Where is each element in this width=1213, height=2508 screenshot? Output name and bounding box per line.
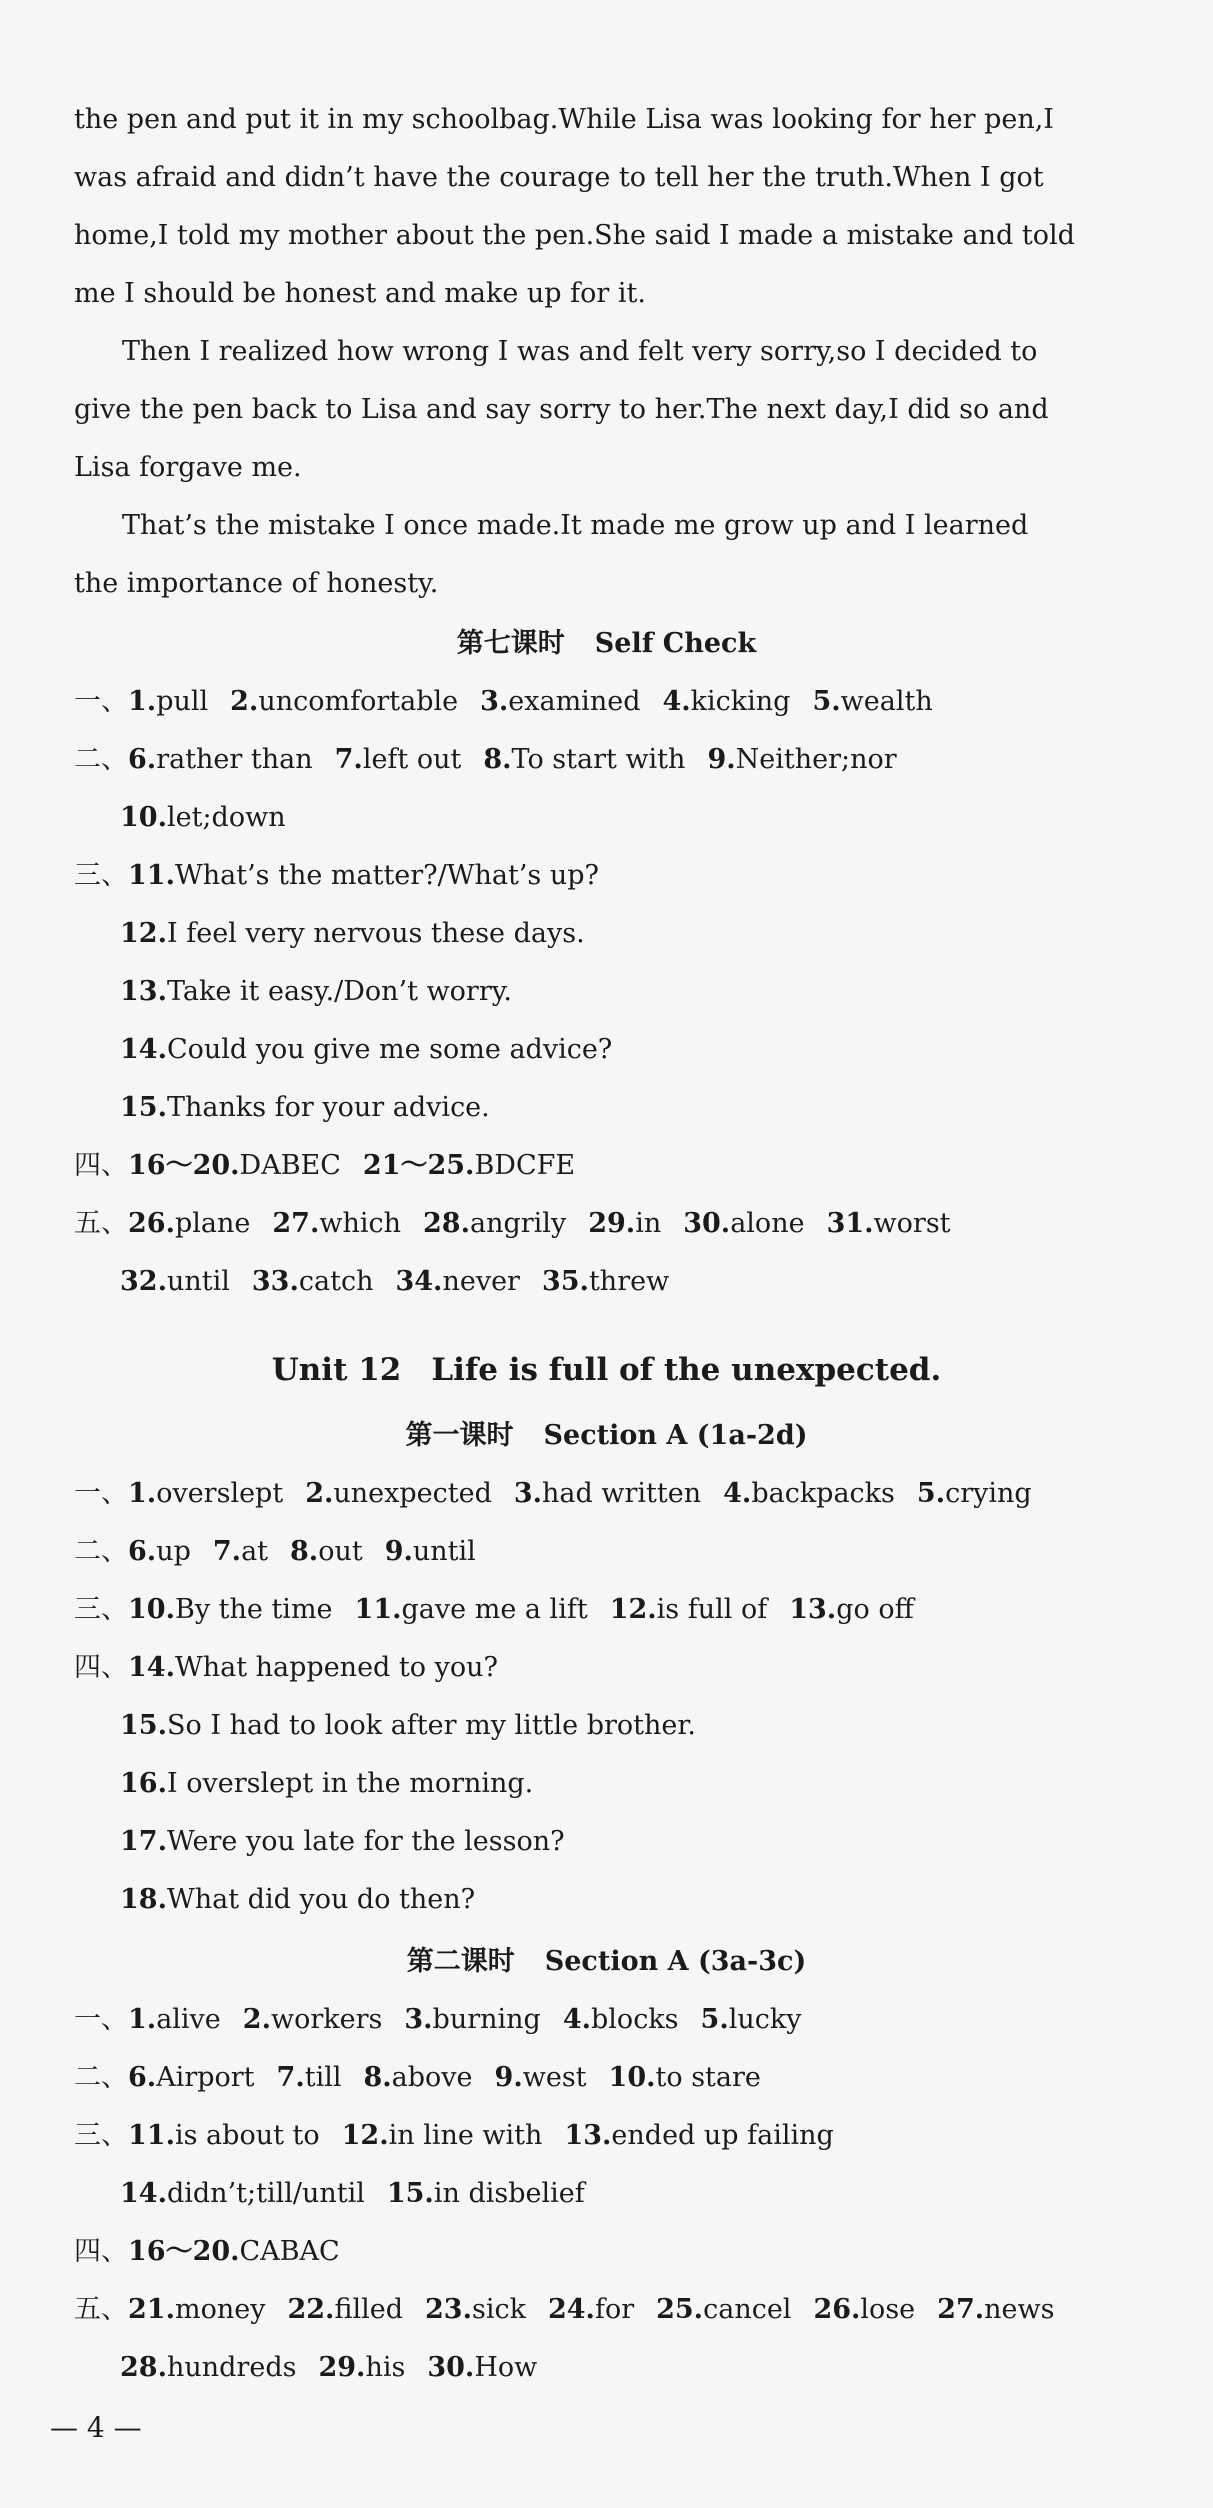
- section-heading: [0, 626, 1213, 662]
- section-heading: [0, 1944, 1213, 1980]
- answer-row: 一、1.alive 2.workers 3.burning 4.blocks 5.lucky: [74, 2004, 802, 2035]
- answer-row: 四、16～20.DABEC 21～25.BDCFE: [74, 1150, 576, 1181]
- answer-row: 18.What did you do then?: [120, 1884, 476, 1915]
- text-line: Lisa forgave me.: [74, 452, 302, 483]
- text-line: the importance of honesty.: [74, 568, 439, 599]
- answer-row: 二、6.Airport 7.till 8.above 9.west 10.to stare: [74, 2062, 761, 2093]
- page-number: — 4 —: [50, 2411, 142, 2444]
- unit-label: Unit 12: [271, 1352, 402, 1388]
- answer-row: 17.Were you late for the lesson?: [120, 1826, 565, 1857]
- answer-row: 32.until 33.catch 34.never 35.threw: [120, 1266, 670, 1297]
- answer-row: 四、14.What happened to you?: [74, 1652, 498, 1683]
- text-line: was afraid and didn’t have the courage to tell her the truth.When I got: [74, 162, 1044, 193]
- unit-heading: [0, 1352, 1213, 1388]
- answer-row: 二、6.rather than 7.left out 8.To start with 9.Neither;nor: [74, 744, 897, 775]
- section-heading: [0, 1418, 1213, 1454]
- heading-en: Section A (1a-2d): [543, 1420, 808, 1451]
- answer-row: 10.let;down: [120, 802, 286, 833]
- heading-en: Section A (3a-3c): [544, 1946, 807, 1977]
- answer-row: 四、16～20.CABAC: [74, 2236, 340, 2267]
- answer-row: 14.didn’t;till/until 15.in disbelief: [120, 2178, 585, 2209]
- answer-row: 二、6.up 7.at 8.out 9.until: [74, 1536, 476, 1567]
- answer-row: 16.I overslept in the morning.: [120, 1768, 534, 1799]
- answer-row: 12.I feel very nervous these days.: [120, 918, 585, 949]
- answer-row: 13.Take it easy./Don’t worry.: [120, 976, 512, 1007]
- answer-row: 14.Could you give me some advice?: [120, 1034, 613, 1065]
- heading-en: Self Check: [594, 628, 757, 659]
- text-line: Then I realized how wrong I was and felt very sorry,so I decided to: [122, 336, 1038, 367]
- answer-row: 三、11.What’s the matter?/What’s up?: [74, 860, 600, 891]
- answer-row: 三、11.is about to 12.in line with 13.ended up failing: [74, 2120, 834, 2151]
- answer-row: 15.So I had to look after my little brother.: [120, 1710, 696, 1741]
- text-line: give the pen back to Lisa and say sorry to her.The next day,I did so and: [74, 394, 1049, 425]
- text-line: the pen and put it in my schoolbag.While Lisa was looking for her pen,I: [74, 104, 1054, 135]
- answer-row: 一、1.pull 2.uncomfortable 3.examined 4.kicking 5.wealth: [74, 686, 933, 717]
- text-line: home,I told my mother about the pen.She said I made a mistake and told: [74, 220, 1075, 251]
- answer-row: 一、1.overslept 2.unexpected 3.had written 4.backpacks 5.crying: [74, 1478, 1032, 1509]
- answer-row: 28.hundreds 29.his 30.How: [120, 2352, 538, 2383]
- heading-cn: 第一课时: [405, 1420, 514, 1451]
- text-line: That’s the mistake I once made.It made me grow up and I learned: [122, 510, 1029, 541]
- heading-cn: 第七课时: [456, 628, 565, 659]
- text-line: me I should be honest and make up for it.: [74, 278, 646, 309]
- answer-row: 三、10.By the time 11.gave me a lift 12.is full of 13.go off: [74, 1594, 914, 1625]
- answer-row: 五、26.plane 27.which 28.angrily 29.in 30.alone 31.worst: [74, 1208, 951, 1239]
- heading-cn: 第二课时: [406, 1946, 515, 1977]
- unit-title: Life is full of the unexpected.: [431, 1352, 942, 1388]
- answer-row: 15.Thanks for your advice.: [120, 1092, 490, 1123]
- answer-row: 五、21.money 22.filled 23.sick 24.for 25.cancel 26.lose 27.news: [74, 2294, 1055, 2325]
